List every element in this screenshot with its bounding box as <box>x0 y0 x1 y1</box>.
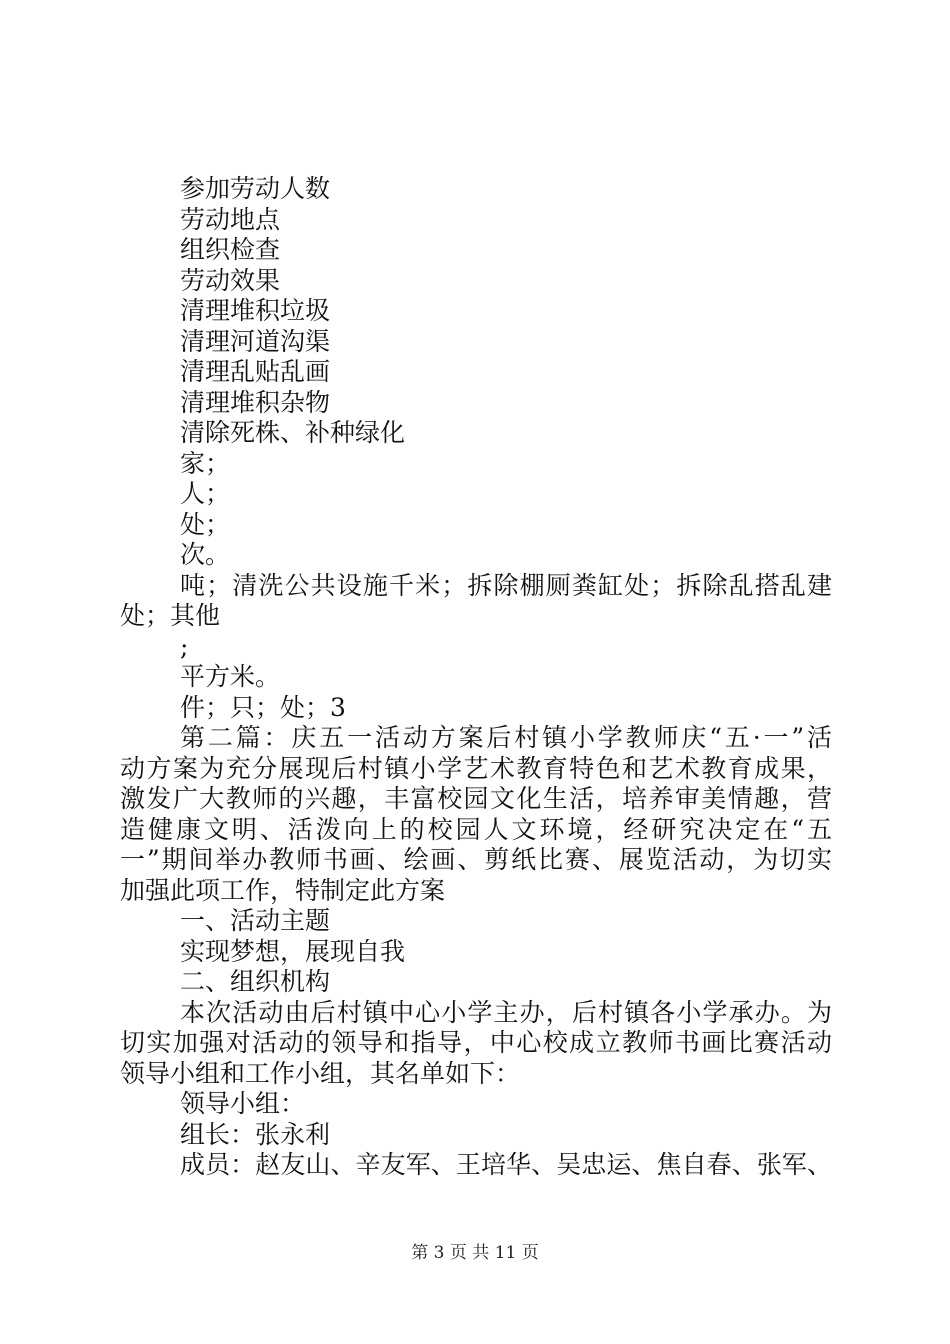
text-line: 领导小组： <box>180 1089 306 1118</box>
text-line: 参加劳动人数 <box>180 174 331 203</box>
text-line: 加强此项工作，特制定此方案 <box>120 875 446 905</box>
text-line: 处； <box>180 509 231 539</box>
text-line: 激发广大教师的兴趣，丰富校园文化生活，培养审美情趣，营 <box>120 784 832 813</box>
document-body <box>120 174 832 1181</box>
text-line: 件；只；处；3 <box>180 692 346 722</box>
text-line: 成员：赵友山、辛友军、王培华、吴忠运、焦自春、张军、 <box>180 1150 832 1179</box>
text-line: 组长：张永利 <box>180 1119 331 1149</box>
page-number-footer: 第 3 页 共 11 页 <box>411 1243 539 1263</box>
text-line: 清理河道沟渠 <box>180 326 331 356</box>
text-line: 劳动地点 <box>180 204 281 234</box>
text-line: 吨；清洗公共设施千米；拆除棚厕粪缸处；拆除乱搭乱建 <box>180 570 832 600</box>
text-line: 劳动效果 <box>180 265 281 295</box>
text-line: 一”期间举办教师书画、绘画、剪纸比赛、展览活动，为切实 <box>120 845 832 874</box>
section-heading: 一、活动主题 <box>180 906 331 935</box>
text-line: 组织检查 <box>180 235 281 264</box>
text-line: 家； <box>180 448 231 478</box>
text-line: 动方案为充分展现后村镇小学艺术教育特色和艺术教育成果， <box>120 753 832 783</box>
text-line: 人； <box>180 479 231 508</box>
text-line: ; <box>180 631 189 661</box>
text-line: 清除死株、补种绿化 <box>180 418 406 447</box>
text-line: 本次活动由后村镇中心小学主办，后村镇各小学承办。为 <box>180 997 832 1027</box>
text-line: 清理堆积垃圾 <box>180 296 331 325</box>
text-line: 平方米。 <box>180 662 281 691</box>
text-line: 清理乱贴乱画 <box>180 357 331 386</box>
text-line: 次。 <box>180 540 231 569</box>
text-line: 实现梦想，展现自我 <box>180 936 406 966</box>
text-line: 清理堆积杂物 <box>180 387 331 417</box>
text-line: 切实加强对活动的领导和指导，中心校成立教师书画比赛活动 <box>120 1028 832 1057</box>
text-line: 造健康文明、活泼向上的校园人文环境，经研究决定在“五 <box>120 814 832 844</box>
text-line: 领导小组和工作小组，其名单如下： <box>120 1058 521 1088</box>
text-line: 第二篇：庆五一活动方案后村镇小学教师庆“五·一”活 <box>180 723 832 752</box>
section-heading: 二、组织机构 <box>180 967 331 996</box>
text-line: 处；其他 <box>120 601 221 630</box>
